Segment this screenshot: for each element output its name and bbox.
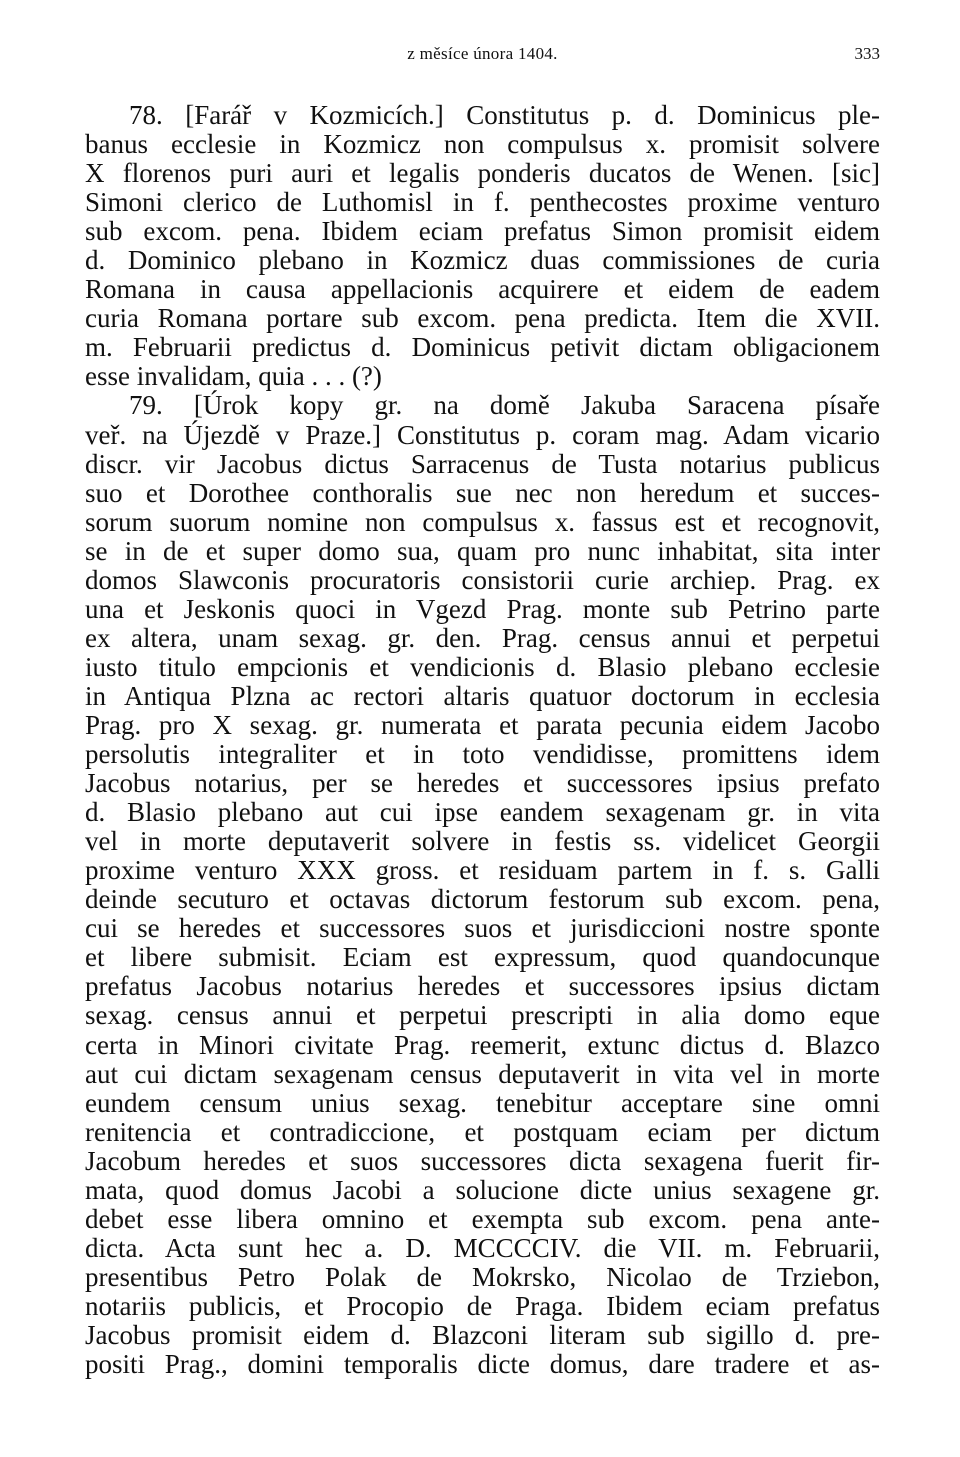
text-line: sub excom. pena. Ibidem eciam prefatus Simon promisit eidem — [85, 216, 880, 247]
text-line: debet esse libera omnino et exempta sub excom. pena ante- — [85, 1203, 880, 1234]
text-line: sorum suorum nomine non compulsus x. fassus est et recognovit, — [85, 506, 880, 537]
text-line: curia Romana portare sub excom. pena predicta. Item die XVII. — [85, 303, 880, 334]
text-line: dicta. Acta sunt hec a. D. MCCCCIV. die VII. m. Februarii, — [85, 1232, 880, 1263]
text-line: renitencia et contradiccione, et postquam eciam per dictum — [85, 1116, 880, 1147]
text-line: discr. vir Jacobus dictus Sarracenus de Tusta notarius publicus — [85, 448, 880, 479]
text-line: proxime venturo XXX gross. et residuam partem in f. s. Galli — [85, 855, 880, 886]
text-line: m. Februarii predictus d. Dominicus petivit dictam obligacionem — [85, 332, 880, 363]
text-line: iusto titulo empcionis et vendicionis d. Blasio plebano ecclesie — [85, 651, 880, 682]
text-line: et libere submisit. Eciam est expressum, quod quandocunque — [85, 942, 880, 973]
text-line: Romana in causa appellacionis acquirere et eidem de eadem — [85, 274, 880, 305]
text-line: vel in morte deputaverit solvere in festis ss. videlicet Georgii — [85, 826, 880, 857]
text-line: esse invalidam, quia . . . (?) — [85, 361, 382, 392]
text-line: sexag. census annui et perpetui prescripti in alia domo eque — [85, 1000, 880, 1031]
running-head — [85, 38, 880, 68]
text-line: d. Dominico plebano in Kozmicz duas commissiones de curia — [85, 245, 880, 276]
text-line: in Antiqua Plzna ac rectori altaris quatuor doctorum in ecclesia — [85, 680, 880, 711]
text-line: certa in Minori civitate Prag. reemerit, extunc dictus d. Blazco — [85, 1029, 880, 1060]
text-line: Prag. pro X sexag. gr. numerata et parata pecunia eidem Jacobo — [85, 709, 880, 740]
text-line: Simoni clerico de Luthomisl in f. penthecostes proxime venturo — [85, 187, 880, 218]
text-line: X florenos puri auri et legalis ponderis ducatos de Wenen. [sic] — [85, 158, 880, 189]
text-line: aut cui dictam sexagenam census deputaverit in vita vel in morte — [85, 1058, 880, 1089]
text-line: veř. na Újezdě v Praze.] Constitutus p. coram mag. Adam vicario — [85, 419, 880, 450]
text-line: suo et Dorothee conthoralis sue nec non heredum et succes- — [85, 477, 880, 508]
running-title: z měsíce února 1404. — [407, 44, 558, 63]
text-line: cui se heredes et successores suos et jurisdiccioni nostre sponte — [85, 913, 880, 944]
text-line: Jacobus notarius, per se heredes et successores ipsius prefato — [85, 768, 880, 799]
text-line: Jacobum heredes et suos successores dicta sexagena fuerit fir- — [85, 1145, 880, 1176]
text-line: d. Blasio plebano aut cui ipse eandem sexagenam gr. in vita — [85, 797, 880, 828]
text-line: presentibus Petro Polak de Mokrsko, Nicolao de Trziebon, — [85, 1261, 880, 1292]
text-line: una et Jeskonis quoci in Vgezd Prag. monte sub Petrino parte — [85, 593, 880, 624]
text-line: banus ecclesie in Kozmicz non compulsus x. promisit solvere — [85, 129, 880, 160]
text-line: se in de et super domo sua, quam pro nunc inhabitat, sita inter — [85, 535, 880, 566]
page-number: 333 — [854, 44, 880, 63]
text-line: mata, quod domus Jacobi a solucione dicte unius sexagene gr. — [85, 1174, 880, 1205]
body-text — [85, 101, 880, 1379]
text-line: Jacobus promisit eidem d. Blazconi literam sub sigillo d. pre- — [85, 1319, 880, 1350]
text-line: eundem censum unius sexag. tenebitur acceptare sine omni — [85, 1087, 880, 1118]
entry-79-heading-line: 79. [Úrok kopy gr. na domě Jakuba Saracena písaře — [129, 390, 880, 421]
text-line: prefatus Jacobus notarius heredes et successores ipsius dictam — [85, 971, 880, 1002]
text-line: notariis publicis, et Procopio de Praga. Ibidem eciam prefatus — [85, 1290, 880, 1321]
text-line: deinde secuturo et octavas dictorum festorum sub excom. pena, — [85, 884, 880, 915]
text-line: positi Prag., domini temporalis dicte domus, dare tradere et as- — [85, 1349, 880, 1380]
text-line: ex altera, unam sexag. gr. den. Prag. census annui et perpetui — [85, 622, 880, 653]
text-line: persolutis integraliter et in toto vendidisse, promittens idem — [85, 739, 880, 770]
text-line: domos Slawconis procuratoris consistorii curie archiep. Prag. ex — [85, 564, 880, 595]
entry-78-heading-line: 78. [Farář v Kozmicích.] Constitutus p. d. Dominicus ple- — [129, 100, 880, 130]
